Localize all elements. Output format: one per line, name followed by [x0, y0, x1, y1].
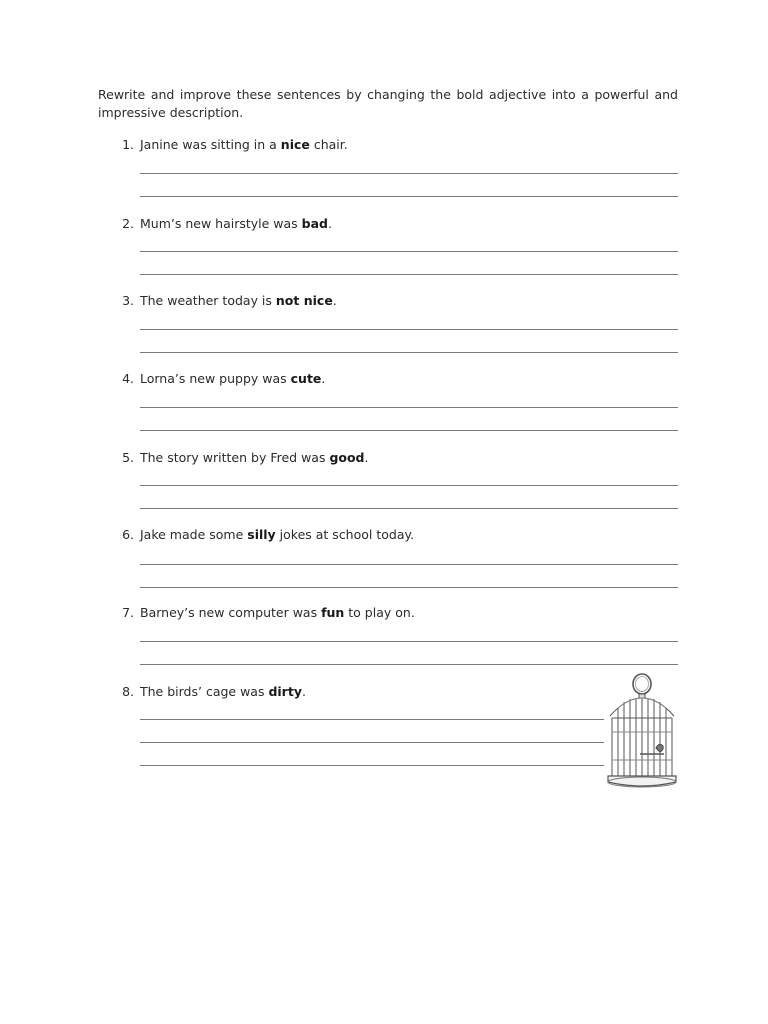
- answer-line[interactable]: [140, 251, 678, 252]
- question-text: [140, 604, 415, 622]
- instructions: Rewrite and improve these sentences by changing the bold adjective into a powerful and impressive description.: [98, 87, 678, 120]
- question-3: [112, 292, 678, 310]
- answer-line[interactable]: [140, 173, 678, 174]
- question-row: [112, 370, 678, 388]
- answer-line[interactable]: [140, 765, 604, 766]
- answer-line[interactable]: [140, 430, 678, 431]
- question-text: [140, 136, 348, 154]
- answer-line[interactable]: [140, 485, 678, 486]
- question-text-before: Mum’s new hairstyle was: [140, 216, 302, 231]
- question-text-before: The story written by Fred was: [140, 450, 330, 465]
- question-text: [140, 215, 332, 233]
- question-number: 4.: [122, 371, 134, 386]
- bold-adjective: bad: [301, 216, 329, 231]
- question-text-before: Jake made some: [140, 527, 248, 542]
- question-number: 6.: [122, 527, 134, 542]
- bold-adjective: silly: [247, 527, 276, 542]
- birdcage-icon: [604, 672, 680, 792]
- question-text: [140, 683, 306, 701]
- bold-adjective: fun: [321, 605, 345, 620]
- question-text-before: Lorna’s new puppy was: [140, 371, 291, 386]
- question-number: 8.: [122, 684, 134, 699]
- question-row: [112, 526, 678, 544]
- question-row: [112, 449, 678, 467]
- bold-adjective: dirty: [268, 684, 302, 699]
- question-text: [140, 449, 369, 467]
- answer-line[interactable]: [140, 196, 678, 197]
- question-number: 5.: [122, 450, 134, 465]
- answer-line[interactable]: [140, 407, 678, 408]
- question-number: 3.: [122, 293, 134, 308]
- question-number: 1.: [122, 137, 134, 152]
- answer-line[interactable]: [140, 587, 678, 588]
- answer-line[interactable]: [140, 564, 678, 565]
- answer-line[interactable]: [140, 329, 678, 330]
- question-1: [112, 136, 678, 154]
- question-text: [140, 292, 337, 310]
- question-text: [140, 526, 414, 544]
- question-5: [112, 449, 678, 467]
- question-text-before: Janine was sitting in a: [140, 137, 281, 152]
- bold-adjective: not nice: [275, 293, 333, 308]
- question-text-before: Barney’s new computer was: [140, 605, 322, 620]
- question-text-after: chair.: [309, 137, 348, 152]
- question-text-after: .: [328, 216, 332, 231]
- answer-line[interactable]: [140, 719, 604, 720]
- question-text-after: to play on.: [344, 605, 415, 620]
- answer-line[interactable]: [140, 352, 678, 353]
- question-text: [140, 370, 325, 388]
- question-text-after: .: [332, 293, 337, 308]
- answer-line[interactable]: [140, 274, 678, 275]
- question-row: [112, 683, 678, 701]
- answer-line[interactable]: [140, 508, 678, 509]
- question-7: [112, 604, 678, 622]
- answer-line[interactable]: [140, 742, 604, 743]
- question-6: [112, 526, 678, 544]
- question-4: [112, 370, 678, 388]
- question-8: [112, 683, 678, 701]
- question-row: [112, 136, 678, 154]
- question-row: [112, 604, 678, 622]
- question-text-after: .: [364, 450, 369, 465]
- question-number: 7.: [122, 605, 134, 620]
- question-2: [112, 215, 678, 233]
- question-text-before: The weather today is: [140, 293, 276, 308]
- question-row: [112, 215, 678, 233]
- answer-line[interactable]: [140, 641, 678, 642]
- question-text-after: .: [321, 371, 326, 386]
- question-text-after: jokes at school today.: [275, 527, 415, 542]
- bold-adjective: good: [329, 450, 365, 465]
- bold-adjective: cute: [290, 371, 322, 386]
- question-text-after: .: [301, 684, 306, 699]
- question-row: [112, 292, 678, 310]
- bold-adjective: nice: [280, 137, 310, 152]
- answer-line[interactable]: [140, 664, 678, 665]
- question-number: 2.: [122, 216, 134, 231]
- question-text-before: The birds’ cage was: [140, 684, 269, 699]
